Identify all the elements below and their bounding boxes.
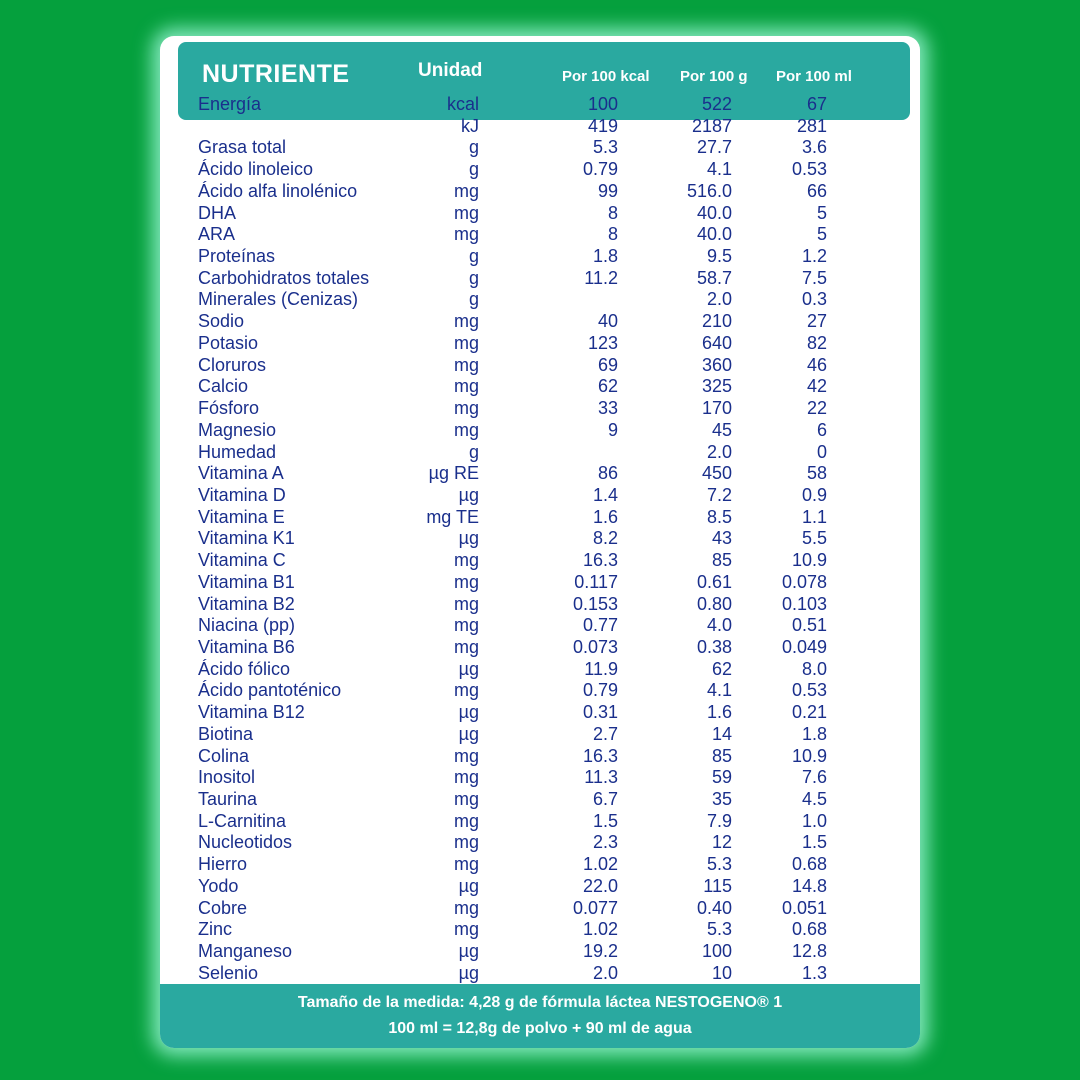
table-row bbox=[160, 333, 920, 355]
cell-ml: 5 bbox=[816, 224, 827, 245]
cell-kcal: 0.79 bbox=[582, 159, 618, 180]
cell-ml: 7.5 bbox=[801, 267, 827, 288]
cell-g: 59 bbox=[711, 767, 732, 788]
table-row bbox=[160, 94, 920, 116]
cell-kcal: 0.117 bbox=[574, 571, 618, 592]
cell-unit: kJ bbox=[461, 115, 479, 136]
cell-unit: mg bbox=[453, 789, 479, 809]
cell-kcal: 8 bbox=[607, 202, 618, 223]
cell-name: Vitamina C bbox=[198, 550, 286, 571]
cell-g: 1.6 bbox=[706, 702, 732, 723]
cell-g: 170 bbox=[701, 398, 732, 419]
cell-kcal: 16.3 bbox=[582, 550, 618, 571]
table-row bbox=[160, 159, 920, 181]
cell-unit: mg bbox=[453, 311, 479, 332]
cell-ml: 7.6 bbox=[801, 767, 827, 788]
cell-ml: 1.2 bbox=[801, 246, 827, 267]
cell-name: Taurina bbox=[198, 789, 258, 809]
cell-g: 210 bbox=[701, 311, 732, 332]
cell-kcal: 1.6 bbox=[592, 506, 618, 527]
cell-unit: kcal bbox=[446, 94, 479, 114]
cell-ml: 0.103 bbox=[781, 593, 827, 614]
cell-ml: 0.51 bbox=[791, 615, 827, 636]
cell-name: Carbohidratos totales bbox=[198, 267, 370, 288]
table-row bbox=[160, 659, 920, 681]
cell-g: 85 bbox=[711, 745, 732, 766]
table-row bbox=[160, 963, 920, 985]
cell-name: Niacina (pp) bbox=[198, 615, 296, 636]
table-row bbox=[160, 485, 920, 507]
cell-name: Humedad bbox=[198, 441, 277, 462]
table-row bbox=[160, 550, 920, 572]
cell-kcal: 1.8 bbox=[592, 246, 618, 267]
cell-unit: g bbox=[468, 246, 479, 267]
cell-unit: g bbox=[468, 137, 479, 158]
cell-kcal: 123 bbox=[587, 332, 618, 353]
cell-unit: mg bbox=[453, 332, 479, 353]
cell-ml: 1.3 bbox=[801, 962, 827, 983]
table-row bbox=[160, 789, 920, 811]
cell-kcal: 5.3 bbox=[592, 137, 618, 158]
cell-unit: g bbox=[468, 267, 479, 288]
table-row bbox=[160, 463, 920, 485]
cell-unit: mg bbox=[453, 550, 479, 571]
cell-ml: 27 bbox=[806, 311, 827, 332]
cell-name: Nucleotidos bbox=[198, 832, 293, 853]
cell-ml: 14.8 bbox=[791, 875, 827, 896]
cell-ml: 0.53 bbox=[791, 159, 827, 180]
header-per-100-g: Por 100 g bbox=[680, 68, 748, 85]
cell-name: Energía bbox=[198, 94, 262, 114]
cell-name: Biotina bbox=[198, 723, 254, 744]
table-row bbox=[160, 398, 920, 420]
cell-kcal: 19.2 bbox=[582, 941, 618, 962]
cell-ml: 0.21 bbox=[791, 702, 827, 723]
cell-kcal: 11.2 bbox=[584, 267, 618, 288]
cell-ml: 42 bbox=[806, 376, 827, 397]
cell-ml: 58 bbox=[806, 463, 827, 484]
cell-unit: µg bbox=[458, 941, 479, 962]
cell-kcal: 8 bbox=[607, 224, 618, 245]
table-row bbox=[160, 746, 920, 768]
cell-ml: 0.049 bbox=[781, 636, 827, 657]
cell-g: 0.40 bbox=[696, 897, 732, 918]
cell-g: 35 bbox=[711, 789, 732, 809]
cell-ml: 6 bbox=[816, 419, 827, 440]
table-row bbox=[160, 355, 920, 377]
cell-name: Vitamina B12 bbox=[198, 702, 305, 723]
cell-g: 0.38 bbox=[696, 636, 732, 657]
cell-kcal: 86 bbox=[597, 463, 618, 484]
cell-ml: 3.6 bbox=[801, 137, 827, 158]
cell-unit: µg bbox=[458, 962, 479, 983]
cell-kcal: 0.79 bbox=[582, 680, 618, 701]
header-nutrient: NUTRIENTE bbox=[202, 60, 350, 88]
cell-g: 640 bbox=[701, 332, 732, 353]
cell-kcal: 11.3 bbox=[584, 767, 618, 788]
cell-kcal: 419 bbox=[587, 115, 618, 136]
cell-unit: mg bbox=[453, 224, 479, 245]
cell-g: 43 bbox=[711, 528, 732, 549]
table-row bbox=[160, 594, 920, 616]
cell-ml: 5 bbox=[816, 202, 827, 223]
cell-kcal: 1.02 bbox=[582, 919, 618, 940]
cell-unit: mg bbox=[453, 202, 479, 223]
cell-ml: 0.68 bbox=[791, 854, 827, 875]
cell-ml: 4.5 bbox=[801, 789, 827, 809]
cell-name: Colina bbox=[198, 745, 250, 766]
table-row bbox=[160, 246, 920, 268]
cell-ml: 12.8 bbox=[791, 941, 827, 962]
table-row bbox=[160, 116, 920, 138]
cell-name: Vitamina A bbox=[198, 463, 284, 484]
cell-unit: mg bbox=[453, 419, 479, 440]
cell-name: Ácido fólico bbox=[198, 658, 291, 679]
cell-g: 62 bbox=[711, 658, 732, 679]
cell-name: Manganeso bbox=[198, 941, 293, 962]
cell-g: 0.80 bbox=[696, 593, 732, 614]
table-row bbox=[160, 507, 920, 529]
cell-kcal: 69 bbox=[597, 354, 618, 375]
cell-g: 516.0 bbox=[686, 180, 732, 201]
cell-kcal: 9 bbox=[607, 419, 618, 440]
cell-name: Selenio bbox=[198, 962, 259, 983]
cell-name: Inositol bbox=[198, 767, 256, 788]
cell-unit: µg bbox=[458, 702, 479, 723]
cell-unit: mg bbox=[453, 680, 479, 701]
cell-ml: 10.9 bbox=[791, 550, 827, 571]
cell-name: Ácido linoleico bbox=[198, 159, 314, 180]
cell-ml: 10.9 bbox=[791, 745, 827, 766]
table-body bbox=[160, 94, 920, 984]
cell-name: L-Carnitina bbox=[198, 810, 287, 831]
cell-kcal: 2.3 bbox=[592, 832, 618, 853]
cell-unit: µg bbox=[458, 875, 479, 896]
cell-ml: 0.9 bbox=[801, 484, 827, 505]
cell-g: 10 bbox=[711, 962, 732, 983]
cell-kcal: 2.0 bbox=[592, 962, 618, 983]
cell-kcal: 33 bbox=[597, 398, 618, 419]
cell-g: 7.2 bbox=[706, 484, 732, 505]
cell-ml: 66 bbox=[806, 180, 827, 201]
cell-g: 522 bbox=[701, 94, 732, 114]
cell-kcal: 1.5 bbox=[592, 810, 618, 831]
table-row bbox=[160, 442, 920, 464]
cell-name: Vitamina B2 bbox=[198, 593, 295, 614]
cell-g: 40.0 bbox=[696, 224, 732, 245]
table-row bbox=[160, 376, 920, 398]
cell-name: Fósforo bbox=[198, 398, 260, 419]
cell-ml: 1.5 bbox=[801, 832, 827, 853]
cell-unit: µg bbox=[458, 658, 479, 679]
cell-g: 5.3 bbox=[706, 919, 732, 940]
cell-g: 115 bbox=[703, 875, 732, 896]
footer-preparation: 100 ml = 12,8g de polvo + 90 ml de agua bbox=[388, 1020, 692, 1037]
cell-name: Grasa total bbox=[198, 137, 287, 158]
cell-name: Ácido alfa linolénico bbox=[198, 180, 358, 201]
cell-g: 325 bbox=[701, 376, 732, 397]
cell-kcal: 16.3 bbox=[582, 745, 618, 766]
cell-name: Yodo bbox=[198, 875, 239, 896]
cell-kcal: 22.0 bbox=[582, 875, 618, 896]
table-row bbox=[160, 615, 920, 637]
header-per-100-kcal: Por 100 kcal bbox=[562, 68, 650, 85]
cell-g: 5.3 bbox=[706, 854, 732, 875]
table-footer bbox=[160, 984, 920, 1048]
cell-kcal: 0.073 bbox=[572, 636, 618, 657]
table-row bbox=[160, 832, 920, 854]
cell-unit: µg bbox=[458, 484, 479, 505]
table-row bbox=[160, 572, 920, 594]
cell-name: Vitamina E bbox=[198, 506, 285, 527]
table-row bbox=[160, 181, 920, 203]
cell-name: DHA bbox=[198, 202, 237, 223]
cell-ml: 0.68 bbox=[791, 919, 827, 940]
cell-name: Hierro bbox=[198, 854, 248, 875]
cell-unit: mg bbox=[453, 832, 479, 853]
cell-kcal: 0.153 bbox=[572, 593, 618, 614]
table-row bbox=[160, 268, 920, 290]
cell-kcal: 40 bbox=[597, 311, 618, 332]
cell-unit: mg bbox=[453, 919, 479, 940]
table-row bbox=[160, 702, 920, 724]
cell-unit: mg bbox=[453, 376, 479, 397]
cell-g: 100 bbox=[701, 941, 732, 962]
cell-ml: 281 bbox=[796, 115, 827, 136]
cell-kcal: 6.7 bbox=[592, 789, 618, 809]
cell-kcal: 11.9 bbox=[584, 658, 618, 679]
table-row bbox=[160, 767, 920, 789]
cell-unit: mg bbox=[453, 854, 479, 875]
header-per-100-ml: Por 100 ml bbox=[776, 68, 852, 85]
cell-ml: 0.078 bbox=[781, 571, 827, 592]
cell-name: Proteínas bbox=[198, 246, 276, 267]
cell-kcal: 99 bbox=[597, 180, 618, 201]
header-unit: Unidad bbox=[418, 60, 483, 81]
cell-name: Magnesio bbox=[198, 419, 277, 440]
cell-unit: mg bbox=[453, 897, 479, 918]
cell-kcal: 2.7 bbox=[592, 723, 618, 744]
cell-name: Cloruros bbox=[198, 354, 267, 375]
footer-serving-size: Tamaño de la medida: 4,28 g de fórmula láctea NESTOGENO® 1 bbox=[297, 994, 783, 1011]
cell-name: ARA bbox=[198, 224, 236, 245]
table-row bbox=[160, 224, 920, 246]
table-row bbox=[160, 289, 920, 311]
cell-g: 450 bbox=[701, 463, 732, 484]
cell-ml: 46 bbox=[806, 354, 827, 375]
cell-g: 4.1 bbox=[706, 680, 732, 701]
table-row bbox=[160, 919, 920, 941]
table-row bbox=[160, 811, 920, 833]
cell-unit: mg bbox=[453, 593, 479, 614]
cell-unit: mg bbox=[453, 636, 479, 657]
table-row bbox=[160, 680, 920, 702]
table-row bbox=[160, 528, 920, 550]
cell-unit: mg bbox=[453, 767, 479, 788]
header-divider bbox=[178, 90, 900, 92]
cell-ml: 5.5 bbox=[801, 528, 827, 549]
cell-unit: mg bbox=[453, 745, 479, 766]
cell-g: 85 bbox=[711, 550, 732, 571]
cell-ml: 22 bbox=[806, 398, 827, 419]
cell-name: Sodio bbox=[198, 311, 245, 332]
table-row bbox=[160, 854, 920, 876]
table-row bbox=[160, 420, 920, 442]
cell-ml: 1.0 bbox=[801, 810, 827, 831]
cell-kcal: 100 bbox=[587, 94, 618, 114]
cell-unit: µg bbox=[458, 528, 479, 549]
table-row bbox=[160, 137, 920, 159]
cell-kcal: 0.077 bbox=[572, 897, 618, 918]
cell-unit: µg bbox=[458, 723, 479, 744]
table-row bbox=[160, 637, 920, 659]
cell-unit: g bbox=[468, 441, 479, 462]
cell-g: 360 bbox=[701, 354, 732, 375]
cell-name: Vitamina B6 bbox=[198, 636, 295, 657]
cell-unit: mg bbox=[453, 615, 479, 636]
cell-ml: 8.0 bbox=[801, 658, 827, 679]
cell-ml: 0.3 bbox=[801, 289, 827, 310]
cell-unit: µg RE bbox=[428, 463, 479, 484]
cell-g: 58.7 bbox=[696, 267, 732, 288]
cell-ml: 0 bbox=[816, 441, 827, 462]
cell-g: 2.0 bbox=[706, 289, 732, 310]
cell-name: Ácido pantoténico bbox=[198, 680, 342, 701]
table-row bbox=[160, 898, 920, 920]
cell-ml: 82 bbox=[806, 332, 827, 353]
cell-g: 2187 bbox=[691, 115, 732, 136]
cell-unit: g bbox=[468, 289, 479, 310]
cell-kcal: 8.2 bbox=[592, 528, 618, 549]
cell-g: 7.9 bbox=[706, 810, 732, 831]
cell-name: Minerales (Cenizas) bbox=[198, 289, 359, 310]
cell-kcal: 1.02 bbox=[582, 854, 618, 875]
cell-unit: mg bbox=[453, 571, 479, 592]
cell-g: 40.0 bbox=[696, 202, 732, 223]
cell-g: 4.0 bbox=[706, 615, 732, 636]
cell-g: 9.5 bbox=[706, 246, 732, 267]
cell-unit: g bbox=[468, 159, 479, 180]
cell-unit: mg TE bbox=[426, 506, 479, 527]
table-row bbox=[160, 876, 920, 898]
cell-name: Zinc bbox=[198, 919, 233, 940]
cell-kcal: 0.77 bbox=[582, 615, 618, 636]
cell-g: 8.5 bbox=[706, 506, 732, 527]
cell-name: Vitamina D bbox=[198, 484, 286, 505]
table-row bbox=[160, 941, 920, 963]
cell-kcal: 1.4 bbox=[592, 484, 618, 505]
cell-g: 27.7 bbox=[696, 137, 732, 158]
cell-ml: 1.8 bbox=[801, 723, 827, 744]
cell-g: 0.61 bbox=[696, 571, 732, 592]
cell-name: Calcio bbox=[198, 376, 249, 397]
cell-g: 14 bbox=[711, 723, 732, 744]
cell-ml: 0.53 bbox=[791, 680, 827, 701]
cell-g: 4.1 bbox=[706, 159, 732, 180]
cell-unit: mg bbox=[453, 810, 479, 831]
cell-g: 2.0 bbox=[706, 441, 732, 462]
cell-g: 45 bbox=[711, 419, 732, 440]
cell-kcal: 0.31 bbox=[582, 702, 618, 723]
table-row bbox=[160, 311, 920, 333]
cell-unit: mg bbox=[453, 180, 479, 201]
cell-g: 12 bbox=[711, 832, 732, 853]
cell-kcal: 62 bbox=[597, 376, 618, 397]
cell-name: Cobre bbox=[198, 897, 248, 918]
cell-name: Potasio bbox=[198, 332, 259, 353]
cell-ml: 1.1 bbox=[801, 506, 827, 527]
cell-ml: 67 bbox=[806, 94, 827, 114]
cell-unit: mg bbox=[453, 354, 479, 375]
table-row bbox=[160, 203, 920, 225]
cell-name: Vitamina B1 bbox=[198, 571, 295, 592]
cell-ml: 0.051 bbox=[781, 897, 827, 918]
cell-name: Vitamina K1 bbox=[198, 528, 295, 549]
nutrition-table-panel bbox=[160, 36, 920, 1048]
cell-unit: mg bbox=[453, 398, 479, 419]
table-row bbox=[160, 724, 920, 746]
